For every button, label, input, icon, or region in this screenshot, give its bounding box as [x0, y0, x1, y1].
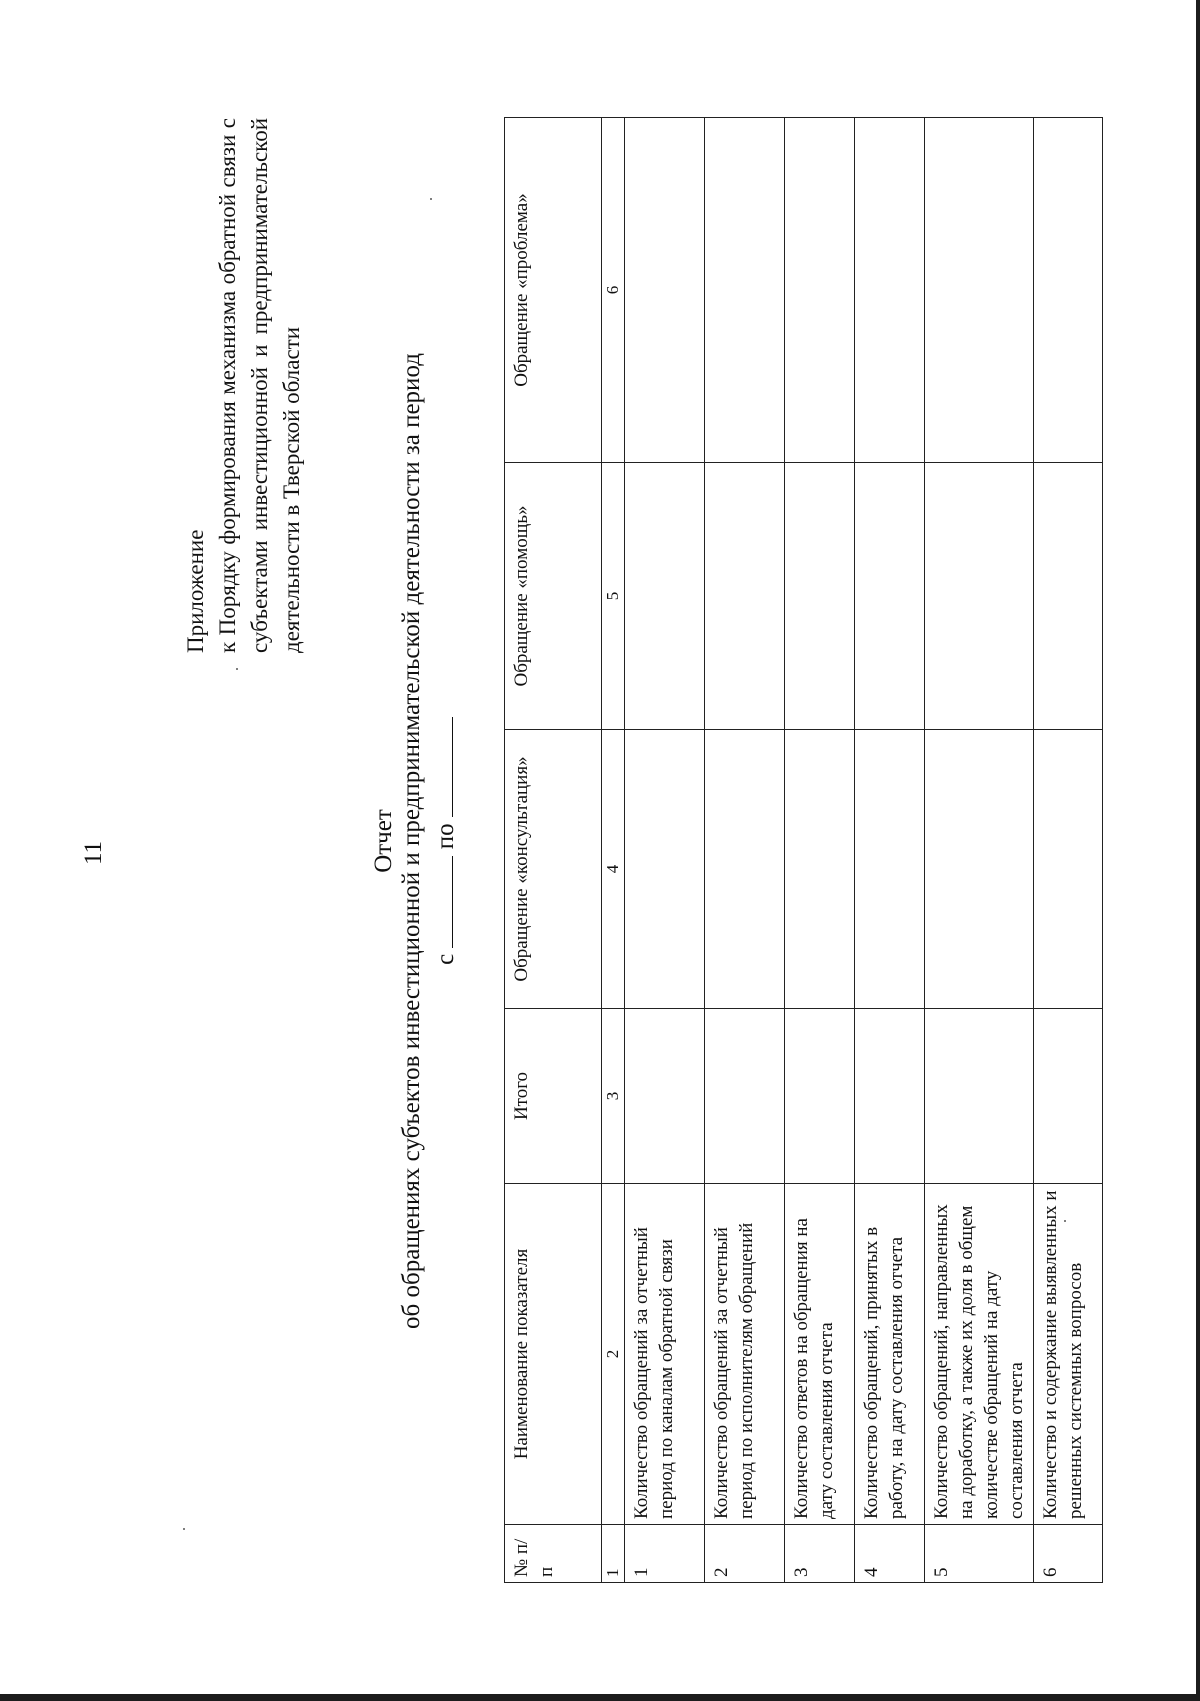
period-from-blank: [430, 856, 453, 948]
cell-help: [785, 463, 855, 730]
report-table: [504, 117, 1103, 1583]
row-number: 5: [925, 1525, 1034, 1583]
column-number: 5: [602, 463, 625, 730]
period-to-blank: [430, 717, 453, 817]
cell-consultation: [705, 730, 785, 1009]
row-indicator-name: Количество обращений, принятых в работу, на дату составления отчета: [855, 1184, 925, 1525]
cell-consultation: [925, 730, 1034, 1009]
cell-help: [1034, 463, 1103, 730]
cell-consultation: [855, 730, 925, 1009]
column-number: 1: [602, 1525, 625, 1583]
cell-total: [625, 1009, 705, 1184]
row-indicator-name: Количество обращений за отчетный период по каналам обратной связи: [625, 1184, 705, 1525]
appendix-text: к Порядку формирования механизма обратной связи с субъектами инвестиционной и предпринимательской деятельности в Тверской области: [215, 118, 304, 653]
appendix-title: Приложение: [183, 529, 208, 653]
column-number: 4: [602, 730, 625, 1009]
report-period: [430, 291, 460, 1391]
report-subtitle: об обращениях субъектов инвестиционной и предпринимательской деятельности за период: [398, 353, 425, 1329]
period-to-label: по: [432, 823, 459, 850]
column-number: 3: [602, 1009, 625, 1184]
report-heading: [370, 291, 426, 1391]
table-row: [855, 118, 925, 1583]
row-number: 1: [625, 1525, 705, 1583]
header-consultation: Обращение «консультация»: [505, 730, 602, 1009]
cell-total: [785, 1009, 855, 1184]
cell-total: [855, 1009, 925, 1184]
column-number: 6: [602, 118, 625, 463]
cell-help: [705, 463, 785, 730]
row-indicator-name: Количество обращений за отчетный период по исполнителям обращений: [705, 1184, 785, 1525]
row-number: 4: [855, 1525, 925, 1583]
header-indicator-name: Наименование показателя: [505, 1184, 602, 1525]
header-help: Обращение «помощь»: [505, 463, 602, 730]
table-row: [625, 118, 705, 1583]
table-row: [705, 118, 785, 1583]
cell-consultation: [625, 730, 705, 1009]
header-number: № п/п: [505, 1525, 602, 1583]
cell-help: [625, 463, 705, 730]
header-total: Итого: [505, 1009, 602, 1184]
report-title: Отчет: [370, 809, 397, 873]
row-number: 3: [785, 1525, 855, 1583]
row-number: 2: [705, 1525, 785, 1583]
cell-total: [925, 1009, 1034, 1184]
table-row: [785, 118, 855, 1583]
period-from-label: с: [432, 953, 459, 965]
cell-problem: [855, 118, 925, 463]
column-number: 2: [602, 1184, 625, 1525]
header-problem: Обращение «проблема»: [505, 118, 602, 463]
row-indicator-name: Количество обращений, направленных на доработку, а также их доля в общем количестве обращений на дату составления отчета: [925, 1184, 1034, 1525]
cell-total: [705, 1009, 785, 1184]
table-header-row: [505, 118, 602, 1583]
row-indicator-name: Количество и содержание выявленных и решенных системных вопросов: [1034, 1184, 1103, 1525]
table-row: [925, 118, 1034, 1583]
cell-consultation: [1034, 730, 1103, 1009]
cell-problem: [705, 118, 785, 463]
cell-problem: [925, 118, 1034, 463]
row-number: 6: [1034, 1525, 1103, 1583]
cell-help: [855, 463, 925, 730]
table-row: [1034, 118, 1103, 1583]
cell-problem: [625, 118, 705, 463]
cell-problem: [1034, 118, 1103, 463]
column-number-row: [602, 118, 625, 1583]
cell-total: [1034, 1009, 1103, 1184]
page-number: 11: [80, 840, 107, 866]
row-indicator-name: Количество ответов на обращения на дату составления отчета: [785, 1184, 855, 1525]
cell-consultation: [785, 730, 855, 1009]
cell-problem: [785, 118, 855, 463]
cell-help: [925, 463, 1034, 730]
appendix-block: [180, 118, 308, 653]
